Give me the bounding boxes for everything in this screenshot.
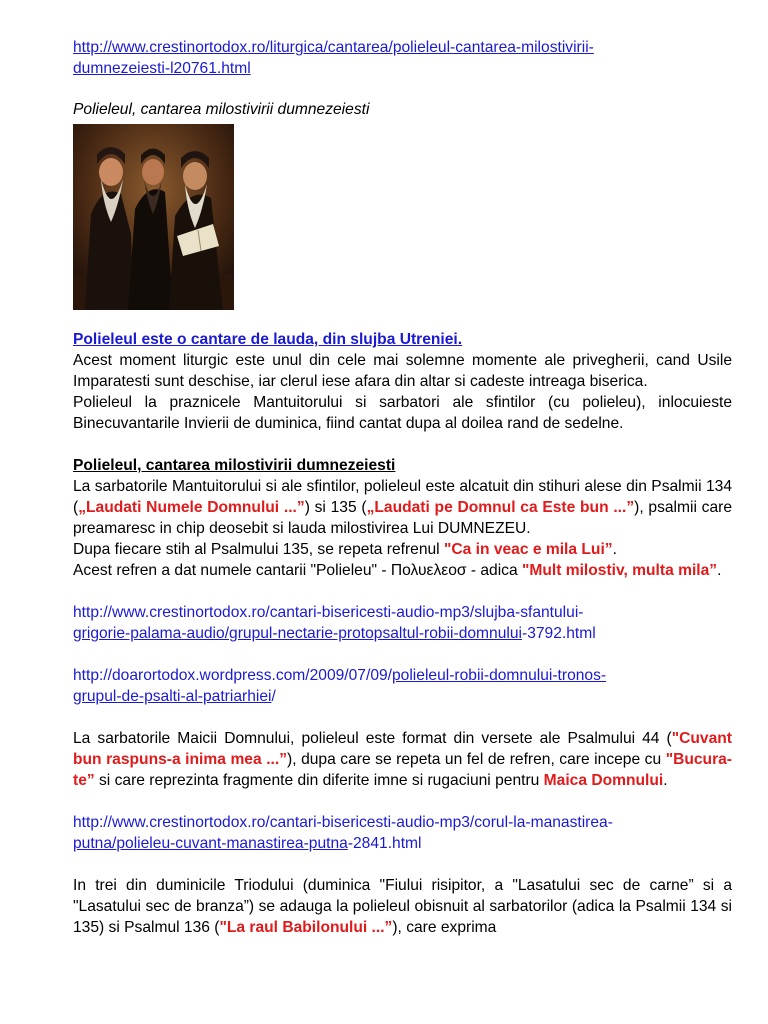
quote-bucura-te: "Bucura-te” [73,751,732,789]
link-text: / [271,688,276,705]
link-doarortodox[interactable] [73,667,606,705]
link-text: http://www.crestinortodox.ro/cantari-bisericesti-audio-mp3/corul-la-manastirea- [73,814,613,831]
quote-laudati-pe-domnul: „Laudati pe Domnul ca Este bun ...” [366,499,635,516]
quote-la-raul-babilonului: "La raul Babilonului ...” [219,919,393,936]
link-slujba-grigorie-palama[interactable] [73,604,596,642]
text-run: La sarbatorile Mantuitorului si ale sfintilor, polieleul este alcatuit din stihuri alese din Psalmii 134 ( [73,478,732,516]
link-text-line2: dumnezeiesti-l20761.html [73,60,251,77]
text-run: . [612,541,617,558]
paragraph-psalmii [73,476,732,539]
link-text: polieleu-cuvant-manastirea-putna [116,835,348,852]
text-run: In trei din duminicile Triodului (duminica "Fiului risipitor, a "Lasatului sec de carne” si a "Lasatului sec de branza”) se adauga la polieleul obisnuit al sarbatorilor (adica la Psalmii 134 si 135) si Psalmul 136 ( [73,877,732,936]
link-text: http://www.crestinortodox.ro/cantari-bisericesti-audio-mp3/slujba-sfantului- [73,604,584,621]
link-text: grupul-de-psalti-al-patriarhiei [73,688,272,705]
quote-laudati-numele: „Laudati Numele Domnului ...” [78,499,305,516]
link-text: polieleul-robii-domnului-tronos- [392,667,607,684]
paragraph-praznice: Polieleul la praznicele Mantuitorului si sarbatori ale sfintilor (cu polieleu), inlocuieste Binecuvantarile Invierii de duminica, fiind cantat dupa al doilea rand de sedelne. [73,394,732,432]
quote-ca-in-veac: "Ca in veac e mila Lui” [443,541,613,558]
text-run: ), psalmii care preamaresc in chip deosebit si lauda milostivirea Lui DUMNEZEU. [73,499,733,537]
link-text-line1: http://www.crestinortodox.ro/liturgica/cantarea/polieleul-cantarea-milostivirii- [73,39,594,56]
link-text: putna/ [73,835,117,852]
text-run: . [717,562,722,579]
paragraph-maicii-domnului [73,728,732,791]
link-text: -3792.html [522,625,596,642]
text-run: ), care exprima [392,919,497,936]
document-body [73,37,732,938]
link-text: grupul-nectarie-protopsaltul-robii-domnului [229,625,522,642]
link-corul-putna[interactable] [73,814,613,852]
text-run: La sarbatorile Maicii Domnului, polieleul este format din versete ale Psalmului 44 ( [73,730,672,747]
quote-mult-milostiv: "Mult milostiv, multa mila” [521,562,718,579]
quote-maica-domnului: Maica Domnului [543,772,664,789]
monks-painting-image [73,124,234,310]
paragraph-triod [73,875,732,938]
text-run: si care reprezinta fragmente din diferite imne si rugaciuni pentru [94,772,544,789]
link-text: http://doarortodox.wordpress.com/2009/07/09/ [73,667,392,684]
text-run: Dupa fiecare stih al Psalmului 135, se repeta refrenul [73,541,444,558]
text-run: Acest refren a dat numele cantarii "Polieleu" - Πολυελεοσ - adica [73,562,522,579]
text-run: . [663,772,668,789]
quote-cuvant-bun: "Cuvant bun raspuns-a inima mea ...” [73,730,732,768]
heading-polieleul-lauda[interactable]: Polieleul este o cantare de lauda, din slujba Utreniei. [73,331,463,348]
source-link-liturgica[interactable] [73,39,594,77]
link-text: grigorie-palama-audio/ [73,625,230,642]
heading-polieleul-milostivirii: Polieleul, cantarea milostivirii dumnezeiesti [73,457,396,474]
link-text: -2841.html [347,835,422,852]
text-run: ) si 135 ( [304,499,367,516]
text-run: ), dupa care se repeta un fel de refren, care incepe cu [287,751,666,768]
paragraph-moment-liturgic: Acest moment liturgic este unul din cele mai solemne momente ale privegherii, cand Usile Imparatesti sunt deschise, iar clerul iese afara din altar si cadeste intreaga biserica. [73,352,732,390]
image-caption: Polieleul, cantarea milostivirii dumnezeiesti [73,101,370,118]
paragraph-nume-cantare [73,560,732,581]
paragraph-refren [73,539,732,560]
